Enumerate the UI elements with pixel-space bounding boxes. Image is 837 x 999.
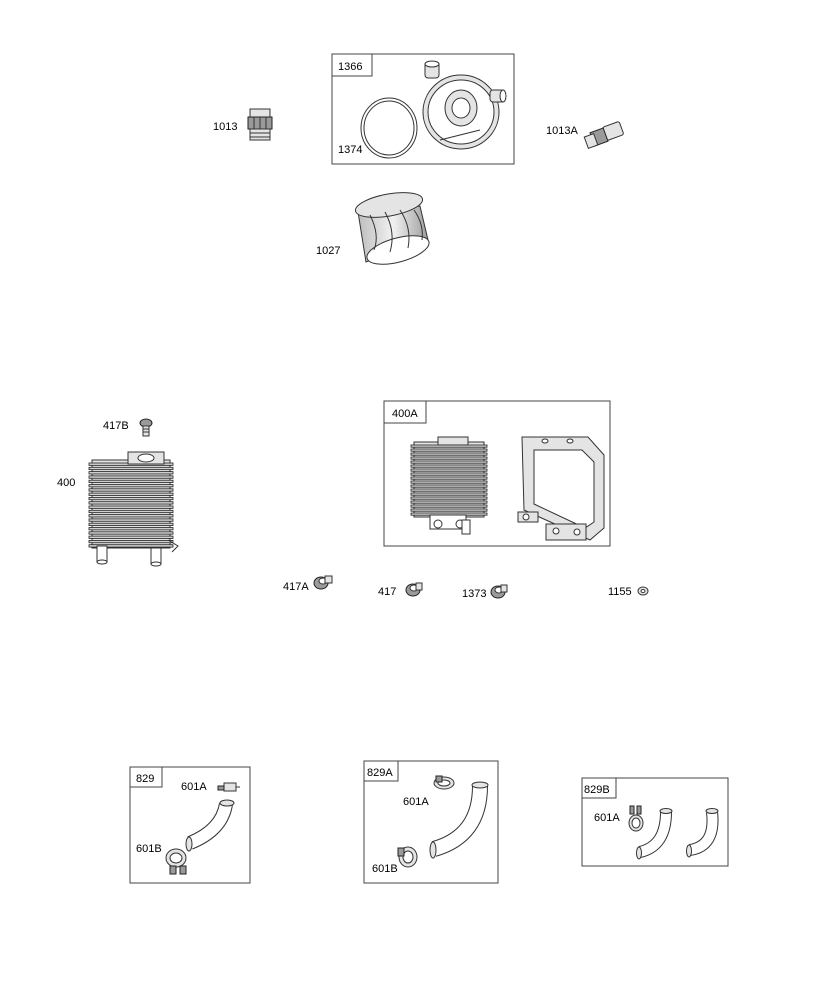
cooler-fin <box>89 476 173 478</box>
cooler-fin <box>89 502 173 504</box>
label-1013A: 1013A <box>546 125 578 137</box>
part-1374-o-ring <box>361 98 417 158</box>
cooler-fin <box>411 449 487 451</box>
part-1027-oil-filter <box>354 188 432 270</box>
cooler-fin <box>89 532 173 534</box>
label-1373: 1373 <box>462 588 487 600</box>
label-829B: 829B <box>584 784 610 796</box>
label-829-601A: 601A <box>181 781 207 793</box>
cooler-fin <box>411 497 487 499</box>
cooler-fin <box>411 477 487 479</box>
cooler-fin <box>89 536 173 538</box>
label-829A: 829A <box>367 767 393 779</box>
cooler-fin <box>89 489 173 491</box>
cooler-fin <box>89 480 173 482</box>
part-829B-hose-right <box>687 809 719 858</box>
cooler-fin <box>411 485 487 487</box>
part-829B-clamp-601A <box>629 806 643 831</box>
label-829: 829 <box>136 773 155 785</box>
cooler-fin <box>89 540 173 542</box>
cooler-fin <box>89 485 173 487</box>
label-1366: 1366 <box>338 61 363 73</box>
part-1155-washer <box>638 587 648 595</box>
part-829A-clamp-601B <box>398 847 417 867</box>
cooler-fin <box>89 493 173 495</box>
part-1373-bolt <box>491 585 507 598</box>
part-1013A-fitting <box>584 121 624 148</box>
cooler-fin <box>89 528 173 530</box>
label-417: 417 <box>378 586 397 598</box>
label-1027: 1027 <box>316 245 341 257</box>
cooler-fin <box>89 497 173 499</box>
cooler-fin <box>89 467 173 469</box>
part-829A-hose <box>430 782 488 858</box>
part-400-oil-cooler <box>89 452 178 566</box>
cooler-fin <box>89 472 173 474</box>
part-829A-clamp-601A <box>434 776 454 789</box>
cooler-fin <box>411 505 487 507</box>
label-1013: 1013 <box>213 121 238 133</box>
part-829-hose <box>186 800 234 851</box>
cooler-fin <box>89 523 173 525</box>
cooler-fin <box>89 510 173 512</box>
label-1155: 1155 <box>608 586 632 598</box>
part-400A-bracket <box>518 437 604 540</box>
label-400: 400 <box>57 477 76 489</box>
part-417A-bolt <box>314 576 332 589</box>
label-417A: 417A <box>283 581 309 593</box>
part-400A-oil-cooler <box>411 437 487 534</box>
cooler-fin <box>411 465 487 467</box>
cooler-fin <box>411 481 487 483</box>
part-oil-cooler-adapter <box>423 61 506 149</box>
label-417B: 417B <box>103 420 129 432</box>
label-1374: 1374 <box>338 144 363 156</box>
cooler-fin <box>89 515 173 517</box>
label-829-601B: 601B <box>136 843 162 855</box>
cooler-fin <box>411 501 487 503</box>
cooler-fin <box>89 506 173 508</box>
cooler-fin <box>411 493 487 495</box>
cooler-fin <box>411 473 487 475</box>
label-829A-601A: 601A <box>403 796 429 808</box>
part-829-clamp-601A <box>218 783 240 791</box>
cooler-fin <box>411 469 487 471</box>
part-1013-fitting <box>248 109 272 140</box>
label-400A: 400A <box>392 408 418 420</box>
cooler-fin <box>411 453 487 455</box>
cooler-fin <box>411 461 487 463</box>
part-417B-screw <box>140 419 152 436</box>
label-829A-601B: 601B <box>372 863 398 875</box>
cooler-fin <box>411 509 487 511</box>
label-829B-601A: 601A <box>594 812 620 824</box>
part-417-bolt <box>406 583 422 596</box>
cooler-fin <box>411 457 487 459</box>
cooler-fin <box>411 489 487 491</box>
part-829-clamp-601B <box>166 849 186 874</box>
cooler-fin <box>89 519 173 521</box>
part-829B-hose-left <box>637 809 673 860</box>
